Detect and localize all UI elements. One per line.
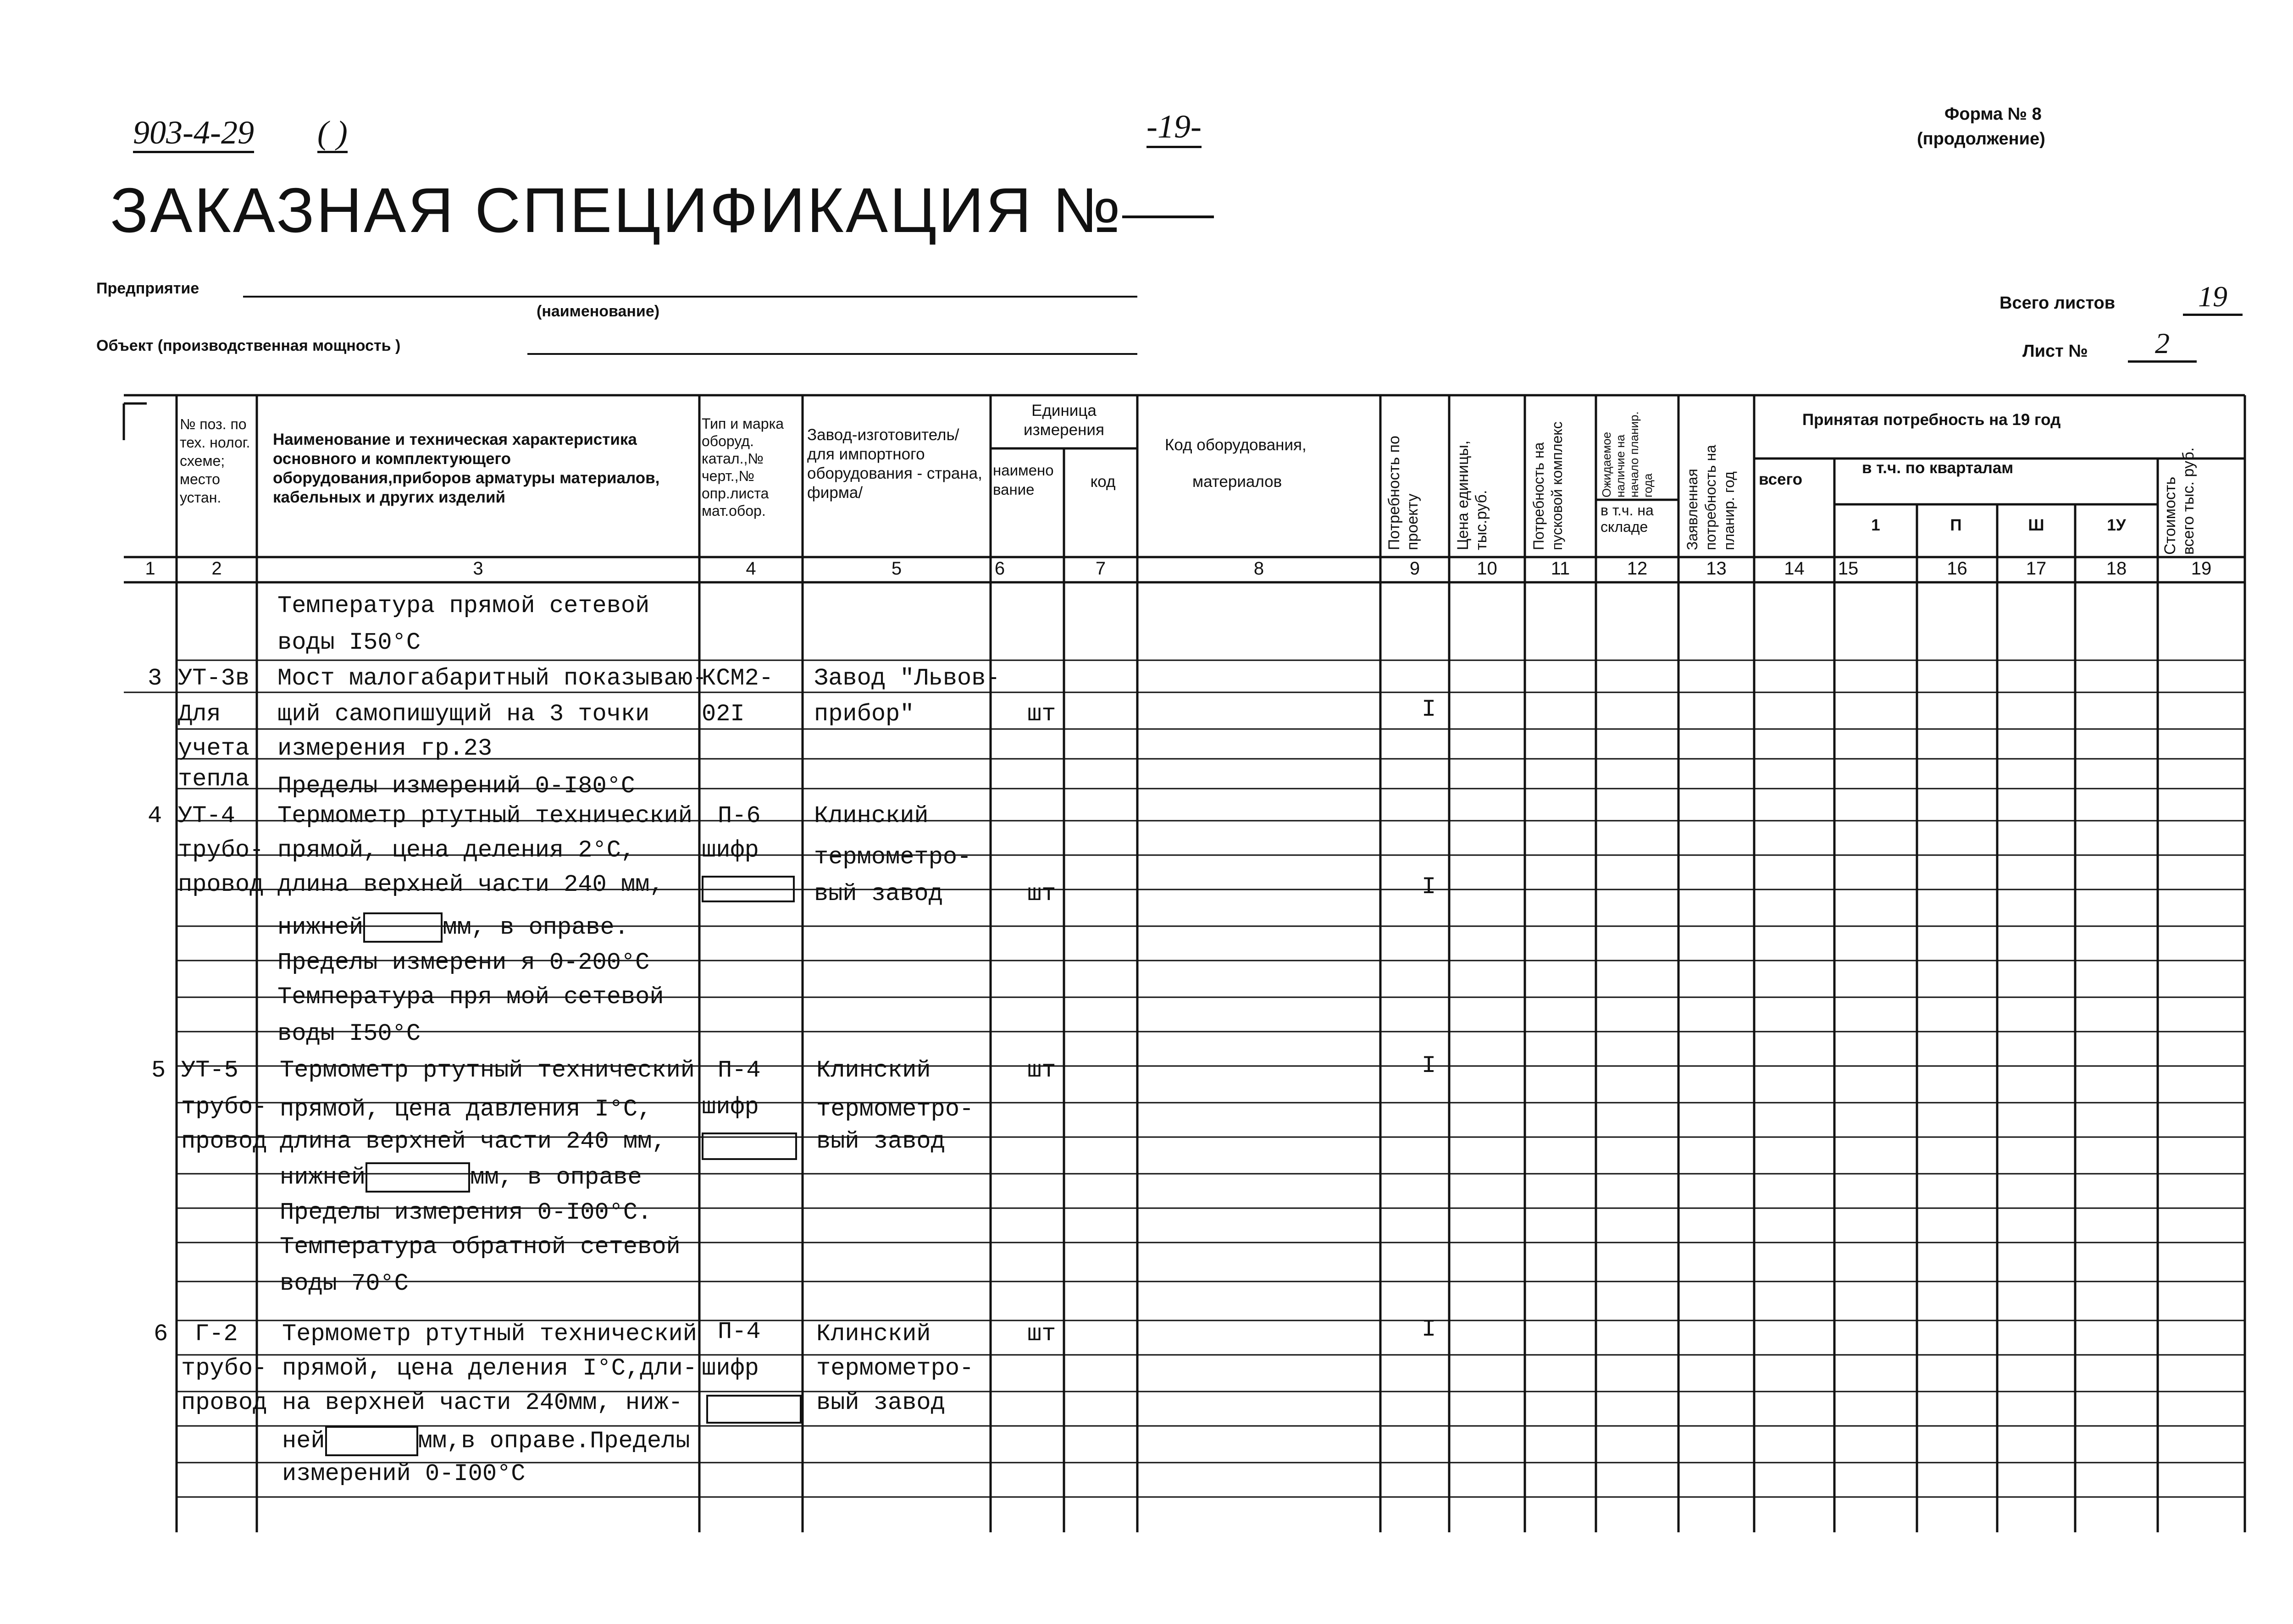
form-sub: (продолжение) [1917,129,2045,149]
header-price: Цена единицы, тыс.руб. [1454,440,1490,550]
colnum-1: 1 [145,558,155,579]
manufacturer: Клинский [816,1057,931,1084]
colnum-6: 6 [994,558,1005,579]
manufacturer: вый завод [814,880,943,907]
sheet-label: Лист № [2022,342,2088,361]
position-code: УТ-3в [178,665,250,692]
position-code: провод [181,1128,267,1155]
manufacturer: вый завод [816,1128,945,1155]
header-unit-name: наименование [993,462,1054,498]
position-code: провод [178,871,264,898]
row-number: 5 [151,1057,166,1084]
position-code: учета [178,735,250,762]
position-code: УТ-5 [181,1057,238,1084]
type-mark: шифр [702,837,759,864]
row-number: 6 [154,1320,168,1348]
header-quarters: в т.ч. по кварталам [1862,459,2014,477]
manufacturer: термометро- [814,844,972,871]
row-text: Температура обратной сетевой [280,1233,681,1260]
row-text: воды I50°С [277,1020,421,1047]
type-mark: П-4 [718,1318,761,1345]
row-text: длина верхней части 240 мм, [280,1128,666,1155]
header-cost: Стоимость всего тыс. руб. [2161,447,2197,555]
row-number: 4 [148,802,162,829]
row-text: щий самопишущий на 3 точки [277,701,650,728]
manufacturer: Клинский [816,1320,931,1348]
total-sheets-label: Всего листов [1999,293,2116,313]
header-need: Потребность по проекту [1385,436,1421,550]
row-number: 3 [148,665,162,692]
quantity: I [1422,1316,1436,1343]
row-text: воды 70°С [280,1270,409,1297]
position-code: УТ-4 [178,802,235,829]
position-code: тепла [178,766,250,793]
row-text: Пределы измерений 0-I80°С [277,773,636,800]
quantity: I [1422,873,1436,900]
blank-field [706,1395,802,1424]
unit-name: шт [1027,1320,1056,1348]
header-total: всего [1759,470,1803,488]
position-code: трубо- [181,1094,267,1121]
quantity: I [1422,696,1436,723]
row-text: Мост малогабаритный показываю- [277,665,707,692]
colnum-10: 10 [1477,558,1497,579]
colnum-16: 16 [1947,558,1967,579]
colnum-2: 2 [211,558,222,579]
type-mark: П-4 [718,1057,761,1084]
header-type: Тип и марка оборуд. катал.,№ черт.,№ опр.листа мат.обор. [702,415,784,519]
row-text: Температура пря мой сетевой [277,983,664,1011]
row-text: длина верхней части 240 мм, [277,871,664,898]
type-mark: 02I [702,701,745,728]
manufacturer: Завод "Львов- [814,665,1000,692]
header-accepted: Принятая потребность на 19 год [1802,411,2061,429]
unit-name: шт [1027,701,1056,728]
unit-name: шт [1027,880,1056,907]
page-number: -19- [1146,108,1202,148]
blank-field [702,1132,797,1160]
header-launch: Потребность на пусковой комплекс [1530,421,1565,550]
sheet-value: 2 [2128,326,2197,363]
blank-field [363,912,443,943]
row-text: прямой, цена деления 2°С, [277,837,636,864]
header-unit-code: код [1090,473,1116,491]
row-text: нижней мм, в оправе [280,1162,642,1193]
position-code: Для [178,701,221,728]
row-text: на верхней части 240мм, ниж- [282,1389,683,1416]
header-q3: Ш [2028,516,2044,534]
colnum-17: 17 [2026,558,2047,579]
header-code-b: материалов [1192,473,1282,491]
blank-field [702,876,795,902]
row-text: Термометр ртутный технический [282,1320,697,1348]
row-text: Пределы измерения 0-I00°С. [280,1199,652,1226]
colnum-4: 4 [746,558,756,579]
manufacturer: вый завод [816,1389,945,1416]
colnum-8: 8 [1253,558,1264,579]
position-code: провод [181,1389,267,1416]
header-q2: П [1950,516,1962,534]
total-sheets-value: 19 [2183,280,2243,316]
manufacturer: термометро- [816,1355,974,1382]
colnum-11: 11 [1551,558,1570,579]
row-text: Термометр ртутный технический [277,802,692,829]
colnum-9: 9 [1409,558,1420,579]
blank-field [366,1162,470,1193]
header-q1: 1 [1871,516,1880,534]
document-code: 903-4-29 ( ) [133,114,348,152]
colnum-7: 7 [1095,558,1106,579]
manufacturer: прибор" [814,701,914,728]
blank-field [325,1426,418,1456]
position-code: Г-2 [195,1320,238,1348]
header-expected: Ожидаемое наличие на начало планир. года [1600,411,1655,497]
row-text: Термометр ртутный технический [280,1057,695,1084]
type-mark: КСМ2- [702,665,774,692]
header-code-a: Код оборудования, [1165,436,1307,454]
row-text: измерений 0-I00°С [282,1460,526,1487]
page-title: ЗАКАЗНАЯ СПЕЦИФИКАЦИЯ № [110,174,1214,247]
row-text: прямой, цена давления I°С, [280,1096,652,1123]
colnum-5: 5 [891,558,902,579]
header-name: Наименование и техническая характеристика основного и комплектующего оборудования,приборов арматуры материалов, кабельных и других изделий [273,431,660,506]
row-text: воды I50°С [277,629,421,656]
type-mark: шифр [702,1355,759,1382]
header-in-stock: в т.ч. на складе [1601,502,1654,535]
header-unit-group: Единица измерения [1024,402,1104,439]
quantity: I [1422,1052,1436,1079]
colnum-15: 15 [1838,558,1859,579]
position-code: трубо- [181,1355,267,1382]
colnum-18: 18 [2106,558,2127,579]
form-label: Форма № 8 [1944,105,2042,124]
object-label: Объект (производственная мощность ) [96,337,401,354]
header-maker: Завод-изготовитель/для импортного оборудования - страна, фирма/ [807,426,982,502]
row-text: ней мм,в оправе.Пределы [282,1426,690,1456]
enterprise-label: Предприятие [96,280,199,297]
row-text: Температура прямой сетевой [277,592,650,619]
unit-name: шт [1027,1057,1056,1084]
position-code: трубо- [178,837,264,864]
colnum-13: 13 [1706,558,1727,579]
header-q4: 1У [2107,516,2126,534]
header-declared: Заявленная потребность на планир. год [1684,445,1737,550]
row-text: Пределы измерени я 0-200°С [277,949,650,976]
manufacturer: термометро- [816,1096,974,1123]
colnum-3: 3 [473,558,483,579]
colnum-14: 14 [1784,558,1805,579]
colnum-12: 12 [1627,558,1648,579]
colnum-19: 19 [2191,558,2212,579]
manufacturer: Клинский [814,802,929,829]
type-mark: шифр [702,1094,759,1121]
row-text: прямой, цена деления I°С,дли- [282,1355,697,1382]
header-pos: № поз. по тех. нолог. схеме; место устан. [180,416,250,506]
row-text: измерения гр.23 [277,735,493,762]
name-caption: (наименование) [537,303,660,320]
row-text: нижней мм, в оправе. [277,912,629,943]
type-mark: П-6 [718,802,761,829]
